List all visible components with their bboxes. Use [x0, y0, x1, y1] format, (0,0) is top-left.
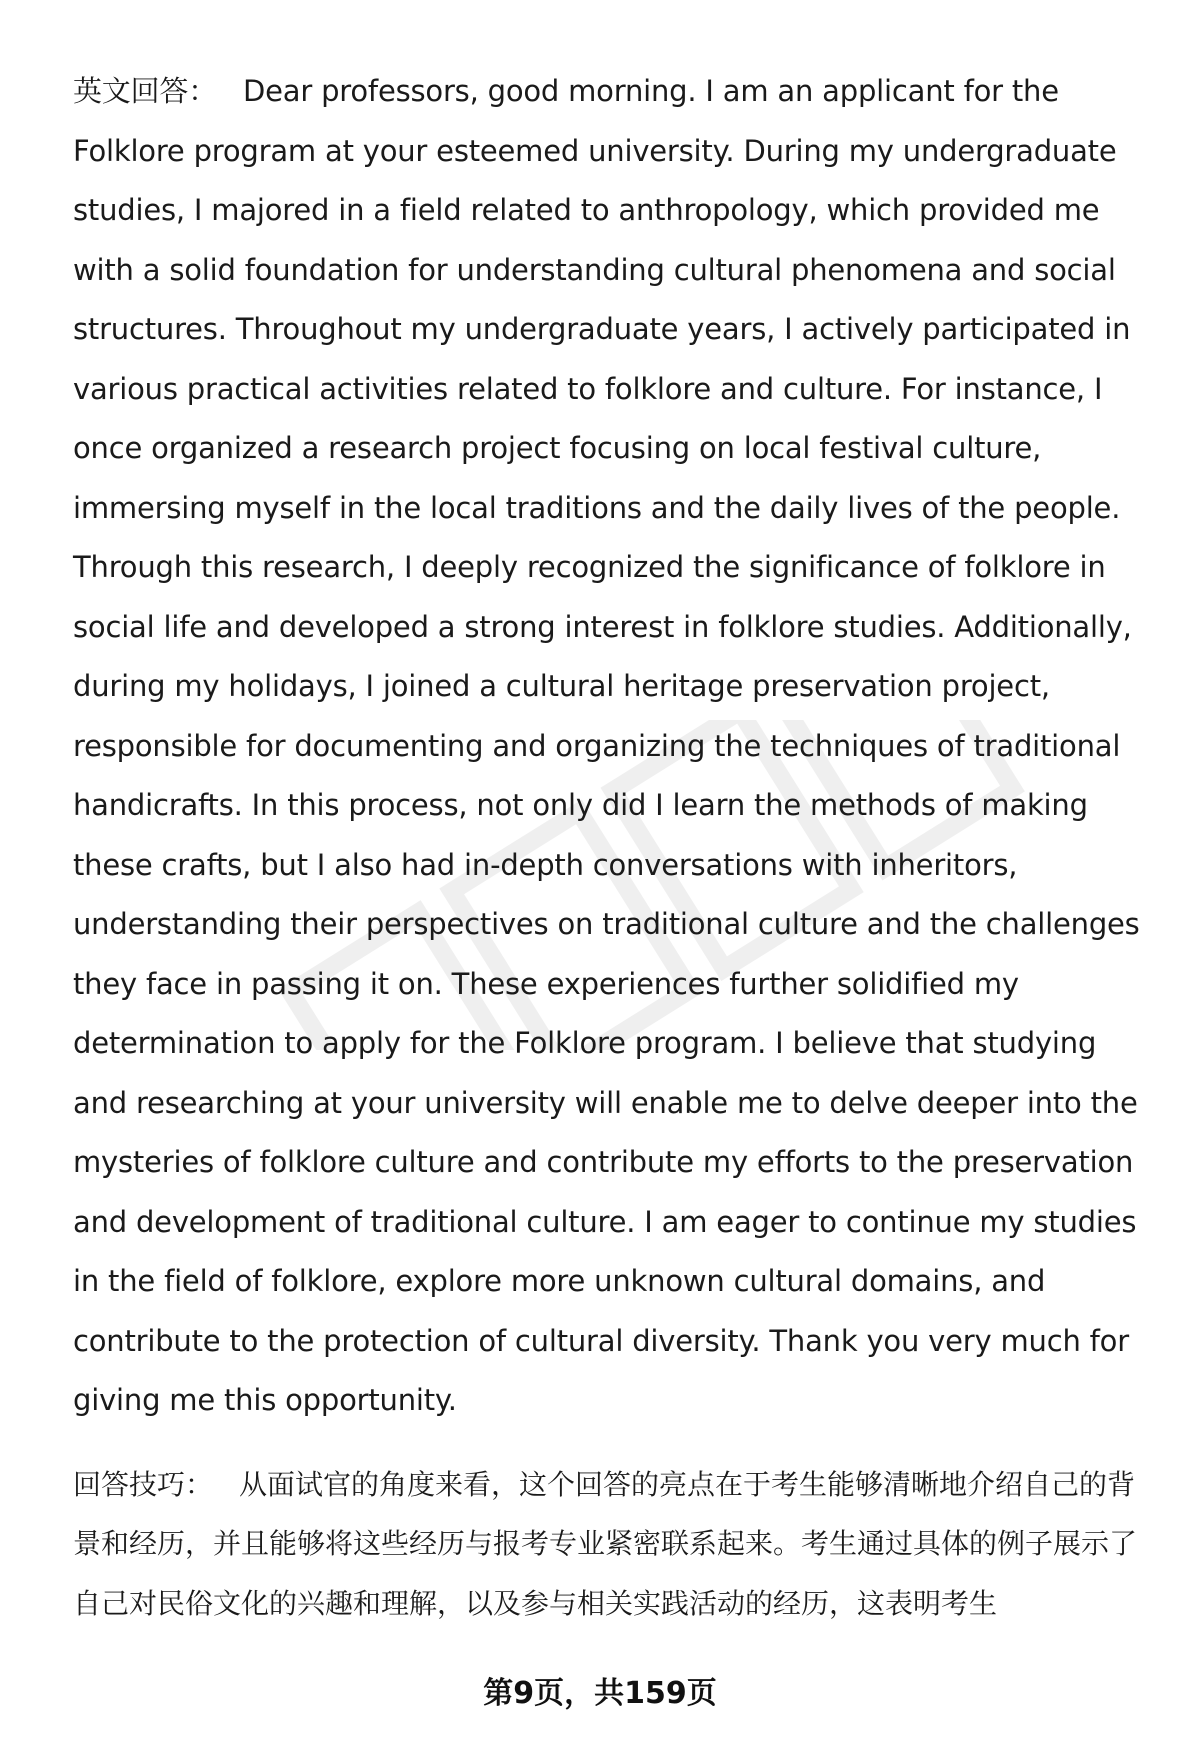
english-answer-label: 英文回答： — [73, 74, 218, 108]
english-answer-paragraph — [73, 62, 1158, 1431]
page-content — [73, 62, 1158, 1633]
answer-tips-text: 从面试官的角度来看，这个回答的亮点在于考生能够清晰地介绍自己的背景和经历，并且能够将这些经历与报考专业紧密联系起来。考生通过具体的例子展示了自己对民俗文化的兴趣和理解，以及参与相关实践活动的经历，这表明考生 — [73, 1467, 1138, 1620]
answer-tips-label: 回答技巧： — [73, 1467, 214, 1501]
page-number-footer: 第9页，共159页 — [483, 1676, 717, 1711]
answer-tips-paragraph — [73, 1455, 1158, 1634]
english-answer-text: Dear professors, good morning. I am an applicant for the Folklore program at your esteemed university. During my undergraduate studies, I majored in a field related to anthropology, which provided me with a solid foundation for understanding cultural phenomena and social structures. Throughout my undergraduate years, I actively participated in various practical activities related to folklore and culture. For instance, I once organized a research project focusing on local festival culture, immersing myself in the local traditions and the daily lives of the people. Through this research, I deeply recognized the significance of folklore in social life and developed a strong interest in folklore studies. Additionally, during my holidays, I joined a cultural heritage preservation project, responsible for documenting and organizing the techniques of traditional handicrafts. In this process, not only did I learn the methods of making these crafts, but I also had in-depth conversations with inheritors, understanding their perspectives on traditional culture and the challenges they face in passing it on. These experiences further solidified my determination to apply for the Folklore program. I believe that studying and researching at your university will enable me to delve deeper into the mysteries of folklore culture and contribute my efforts to the preservation and development of traditional culture. I am eager to continue my studies in the field of folklore, explore more unknown cultural domains, and contribute to the protection of cultural diversity. Thank you very much for giving me this opportunity. — [73, 74, 1140, 1417]
